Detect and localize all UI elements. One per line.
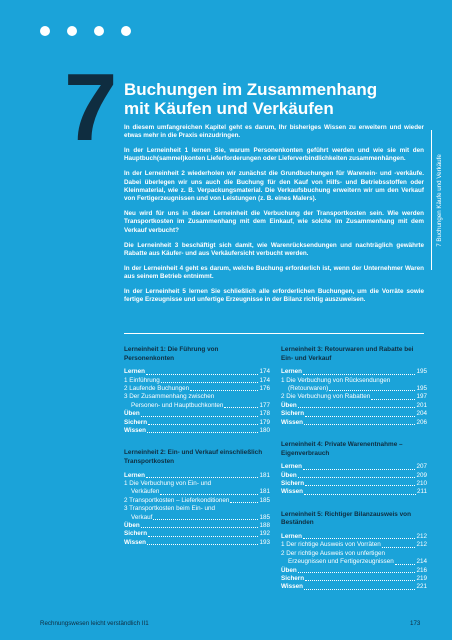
toc-entry[interactable] — [124, 505, 270, 513]
toc-leader-dots — [146, 477, 258, 478]
toc-entry-label: Sichern — [124, 418, 148, 426]
toc-leader-dots — [230, 502, 258, 503]
toc-entry-label: Üben — [281, 566, 297, 574]
toc-leader-dots — [161, 382, 259, 383]
toc-leader-dots — [190, 390, 258, 391]
toc-entry-page: 212 — [416, 541, 427, 549]
toc-entry-label: Verkauf — [131, 513, 153, 521]
chapter-title — [124, 80, 404, 118]
toc-leader-dots — [148, 536, 258, 537]
toc-entry[interactable] — [124, 402, 270, 410]
toc-entry-label: Wissen — [281, 583, 303, 591]
toc-right-column — [281, 346, 427, 606]
toc-entry-label: 1 Der richtige Ausweis von Vorräten — [281, 541, 381, 549]
toc-entry[interactable] — [124, 393, 270, 401]
toc-entry[interactable] — [281, 558, 427, 566]
toc-leader-dots — [298, 477, 416, 478]
toc-entry-label: Lernen — [281, 533, 302, 541]
toc-entry[interactable] — [124, 539, 270, 547]
intro-paragraph: In diesem umfangreichen Kapitel geht es darum, Ihr bisheriges Wissen zu erweitern und wieder etwas mehr in die Praxis einzudringen. — [124, 124, 424, 140]
toc-entry-label: 2 Der richtige Ausweis von unfertigen — [281, 549, 385, 557]
toc-entry-label: Üben — [281, 471, 297, 479]
toc-entry-page: 177 — [259, 401, 270, 409]
toc-entry-page: 221 — [416, 583, 427, 591]
toc-entry-label: 3 Der Zusammenhang zwischen — [124, 393, 215, 401]
toc-leader-dots — [160, 494, 258, 495]
toc-entry-label: Üben — [124, 522, 140, 530]
toc-entry[interactable] — [281, 377, 427, 385]
toc-leader-dots — [153, 519, 258, 520]
toc-entry-page: 193 — [259, 538, 270, 546]
chapter-intro — [124, 124, 424, 311]
toc-unit — [281, 441, 427, 497]
toc-entry-label: Üben — [281, 401, 297, 409]
toc-entry[interactable] — [281, 402, 427, 410]
toc-entry[interactable] — [124, 385, 270, 393]
toc-leader-dots — [224, 407, 258, 408]
toc-entry[interactable] — [281, 419, 427, 427]
toc-leader-dots — [395, 564, 416, 565]
toc-entry[interactable] — [281, 575, 427, 583]
toc-leader-dots — [382, 547, 416, 548]
toc-leader-dots — [305, 416, 415, 417]
toc-unit — [281, 511, 427, 592]
toc-entry[interactable] — [124, 377, 270, 385]
toc-entry[interactable] — [281, 550, 427, 558]
toc-entry[interactable] — [124, 488, 270, 496]
toc-entry-label: Wissen — [124, 538, 146, 546]
toc-entry[interactable] — [124, 427, 270, 435]
toc-entry-page: 214 — [416, 558, 427, 566]
toc-unit-title: Lerneinheit 3: Retourwaren und Rabatte bei Ein- und Verkauf — [281, 346, 414, 362]
toc-entry[interactable] — [124, 480, 270, 488]
toc-leader-dots — [298, 407, 416, 408]
chapter-title-line-1: Buchungen im Zusammenhang — [124, 80, 378, 99]
toc-entry-label: Verkäufen — [131, 488, 160, 496]
toc-entry[interactable] — [124, 497, 270, 505]
chapter-number: 7 — [64, 54, 118, 161]
toc-entry-page: 188 — [259, 522, 270, 530]
toc-entry-label: Wissen — [281, 488, 303, 496]
toc-entry-page: 179 — [259, 418, 270, 426]
dot-icon — [40, 26, 50, 36]
toc-entry-label: 2 Laufende Buchungen — [124, 385, 190, 392]
toc-entry[interactable] — [124, 410, 270, 418]
toc-entry-page: 185 — [259, 496, 270, 504]
toc-leader-dots — [304, 589, 415, 590]
toc-entry-page: 209 — [416, 471, 427, 479]
toc-entry[interactable] — [281, 463, 427, 471]
toc-entry[interactable] — [124, 472, 270, 480]
side-tab-label: 7 Buchungen Käufe und Verkäufe — [435, 153, 443, 247]
intro-paragraph: In der Lerneinheit 2 wiederholen wir zunächst die Grundbuchungen für Warenein- und -verkäufe. Dabei überlegen wir uns auch die Buchung für den Kauf von Hilfs- und Betriebsstoffen oder Kleinmaterial, wie z. B. Verpackungsmaterial. Die Verkaufsbuchung erweitern wir um den Verkauf von Fertigerzeugnissen und von Leistungen (z. B. eines Malers). — [124, 170, 424, 203]
toc-entry-page: 185 — [259, 513, 270, 521]
toc-entry-label: Sichern — [281, 575, 305, 583]
toc-entry-label: 2 Die Verbuchung von Rabatten — [281, 393, 371, 401]
toc-entry-page: 192 — [259, 530, 270, 538]
toc-entry-page: 176 — [259, 385, 270, 392]
toc-entry-page: 207 — [416, 463, 427, 471]
toc-unit-title: Lerneinheit 2: Ein- und Verkauf einschließlich Transportkosten — [124, 449, 263, 466]
toc-entry-page: 174 — [259, 368, 270, 376]
toc-unit — [124, 346, 270, 435]
toc-entry[interactable] — [281, 583, 427, 591]
toc-leader-dots — [147, 432, 258, 433]
toc-unit-title: Lerneinheit 4: Private Warenentnahme – Eigenverbrauch — [281, 441, 403, 457]
toc-entry-label: Personen- und Hauptbuchkonten — [131, 401, 224, 409]
toc-entry[interactable] — [281, 472, 427, 480]
footer-page-number: 173 — [410, 620, 421, 627]
toc-leader-dots — [146, 374, 258, 375]
toc-entry-page: 206 — [416, 418, 427, 426]
toc-entry[interactable] — [281, 533, 427, 541]
section-divider — [124, 333, 424, 334]
toc-entry[interactable] — [281, 480, 427, 488]
toc-leader-dots — [298, 572, 416, 573]
toc-entry-label: Wissen — [281, 418, 303, 426]
toc-entry[interactable] — [281, 385, 427, 393]
toc-entry-label: Lernen — [281, 368, 302, 376]
dot-icon — [67, 26, 77, 36]
decorative-dots — [40, 26, 131, 36]
toc-leader-dots — [303, 538, 415, 539]
dot-icon — [121, 26, 131, 36]
intro-paragraph: In der Lerneinheit 5 lernen Sie schließlich alle erforderlichen Buchungen, um die Vorräte sowie fertige Erzeugnisse und unfertige Erzeugnisse in der Bilanz richtig auszuweisen. — [124, 288, 424, 304]
side-tab-label-wrap — [434, 130, 444, 270]
toc-entry-page: 216 — [416, 566, 427, 574]
toc-leader-dots — [304, 424, 415, 425]
toc-left-column — [124, 346, 270, 561]
toc-leader-dots — [305, 485, 415, 486]
toc-leader-dots — [303, 469, 415, 470]
footer-book-title: Rechnungswesen leicht verständlich II1 — [40, 620, 149, 627]
toc-entry-label: Wissen — [124, 427, 146, 435]
toc-entry-page: 195 — [416, 368, 427, 376]
toc-leader-dots — [304, 494, 416, 495]
toc-entry[interactable] — [281, 488, 427, 496]
toc-entry[interactable] — [124, 368, 270, 376]
toc-leader-dots — [303, 374, 415, 375]
toc-entry-page: 201 — [416, 401, 427, 409]
toc-entry-label: 3 Transportkosten beim Ein- und — [124, 505, 216, 513]
toc-unit — [281, 346, 427, 427]
toc-entry-page: 197 — [416, 393, 427, 401]
dot-icon — [94, 26, 104, 36]
toc-entry[interactable] — [281, 393, 427, 401]
toc-entry-label: 1 Die Verbuchung von Rücksendungen — [281, 376, 391, 384]
toc-entry-page: 212 — [416, 533, 427, 541]
toc-leader-dots — [141, 527, 259, 528]
toc-entry-label: 1 Einführung — [124, 376, 160, 384]
toc-entry[interactable] — [281, 410, 427, 418]
toc-entry-label: 1 Die Verbuchung von Ein- und — [124, 480, 212, 488]
toc-entry[interactable] — [281, 541, 427, 549]
toc-leader-dots — [148, 424, 258, 425]
toc-unit-title: Lerneinheit 1: Die Führung von Personenkonten — [124, 346, 219, 362]
toc-entry-page: 219 — [416, 575, 427, 583]
chapter-title-line-2: mit Käufen und Verkäufen — [124, 99, 334, 118]
toc-entry-label: Sichern — [124, 530, 148, 538]
toc-leader-dots — [305, 580, 415, 581]
toc-entry-label: Lernen — [124, 471, 145, 479]
toc-leader-dots — [371, 399, 415, 400]
toc-entry-page: 210 — [416, 480, 427, 488]
toc-entry-label: Erzeugnissen und Fertigerzeugnissen — [288, 558, 394, 566]
intro-paragraph: In der Lerneinheit 1 lernen Sie, warum Personenkonten geführt werden und wie sie mit den Hauptbuch(sammel)konten Lieferforderungen oder Lieferverbindlichkeiten zusammenhängen. — [124, 147, 424, 163]
toc-entry-page: 181 — [259, 488, 270, 496]
toc-entry-label: 2 Transportkosten – Lieferkonditionen — [124, 496, 230, 504]
toc-entry-label: Lernen — [124, 368, 145, 376]
toc-entry-page: 181 — [259, 471, 270, 479]
toc-entry-label: Sichern — [281, 480, 305, 488]
intro-paragraph: Die Lerneinheit 3 beschäftigt sich damit, wie Warenrücksendungen und nachträglich gewährte Rabatte aus Käufer- und aus Verkäufersicht verbucht werden. — [124, 241, 424, 257]
intro-paragraph: In der Lerneinheit 4 geht es darum, welche Buchung erforderlich ist, wenn der Unternehmer Waren aus seinem Betrieb entnimmt. — [124, 264, 424, 281]
toc-entry-label: (Retourwaren) — [288, 385, 329, 392]
toc-entry-page: 178 — [259, 410, 270, 418]
toc-leader-dots — [147, 544, 258, 545]
toc-entry-page: 180 — [259, 427, 270, 435]
toc-unit-title: Lerneinheit 5: Richtiger Bilanzausweis von Beständen — [281, 510, 411, 527]
intro-paragraph: Neu wird für uns in dieser Lerneinheit die Verbuchung der Transportkosten sein. Wie werden Transportkosten im Zusammenhang mit dem Einkauf, wie solche im Zusammenhang mit dem Verkauf verbucht? — [124, 210, 424, 234]
toc-entry[interactable] — [124, 514, 270, 522]
toc-entry-page: 204 — [416, 410, 427, 418]
toc-entry[interactable] — [281, 567, 427, 575]
toc-entry-page: 195 — [416, 385, 427, 392]
toc-entry[interactable] — [124, 530, 270, 538]
toc-entry-label: Sichern — [281, 410, 305, 418]
toc-leader-dots — [329, 390, 415, 391]
toc-unit — [124, 449, 270, 547]
toc-leader-dots — [141, 416, 259, 417]
toc-entry[interactable] — [124, 419, 270, 427]
toc-entry-label: Lernen — [281, 463, 302, 471]
toc-entry-page: 174 — [259, 376, 270, 384]
toc-entry[interactable] — [281, 368, 427, 376]
toc-entry-label: Üben — [124, 410, 140, 418]
toc-entry-page: 211 — [416, 488, 427, 496]
toc-entry[interactable] — [124, 522, 270, 530]
